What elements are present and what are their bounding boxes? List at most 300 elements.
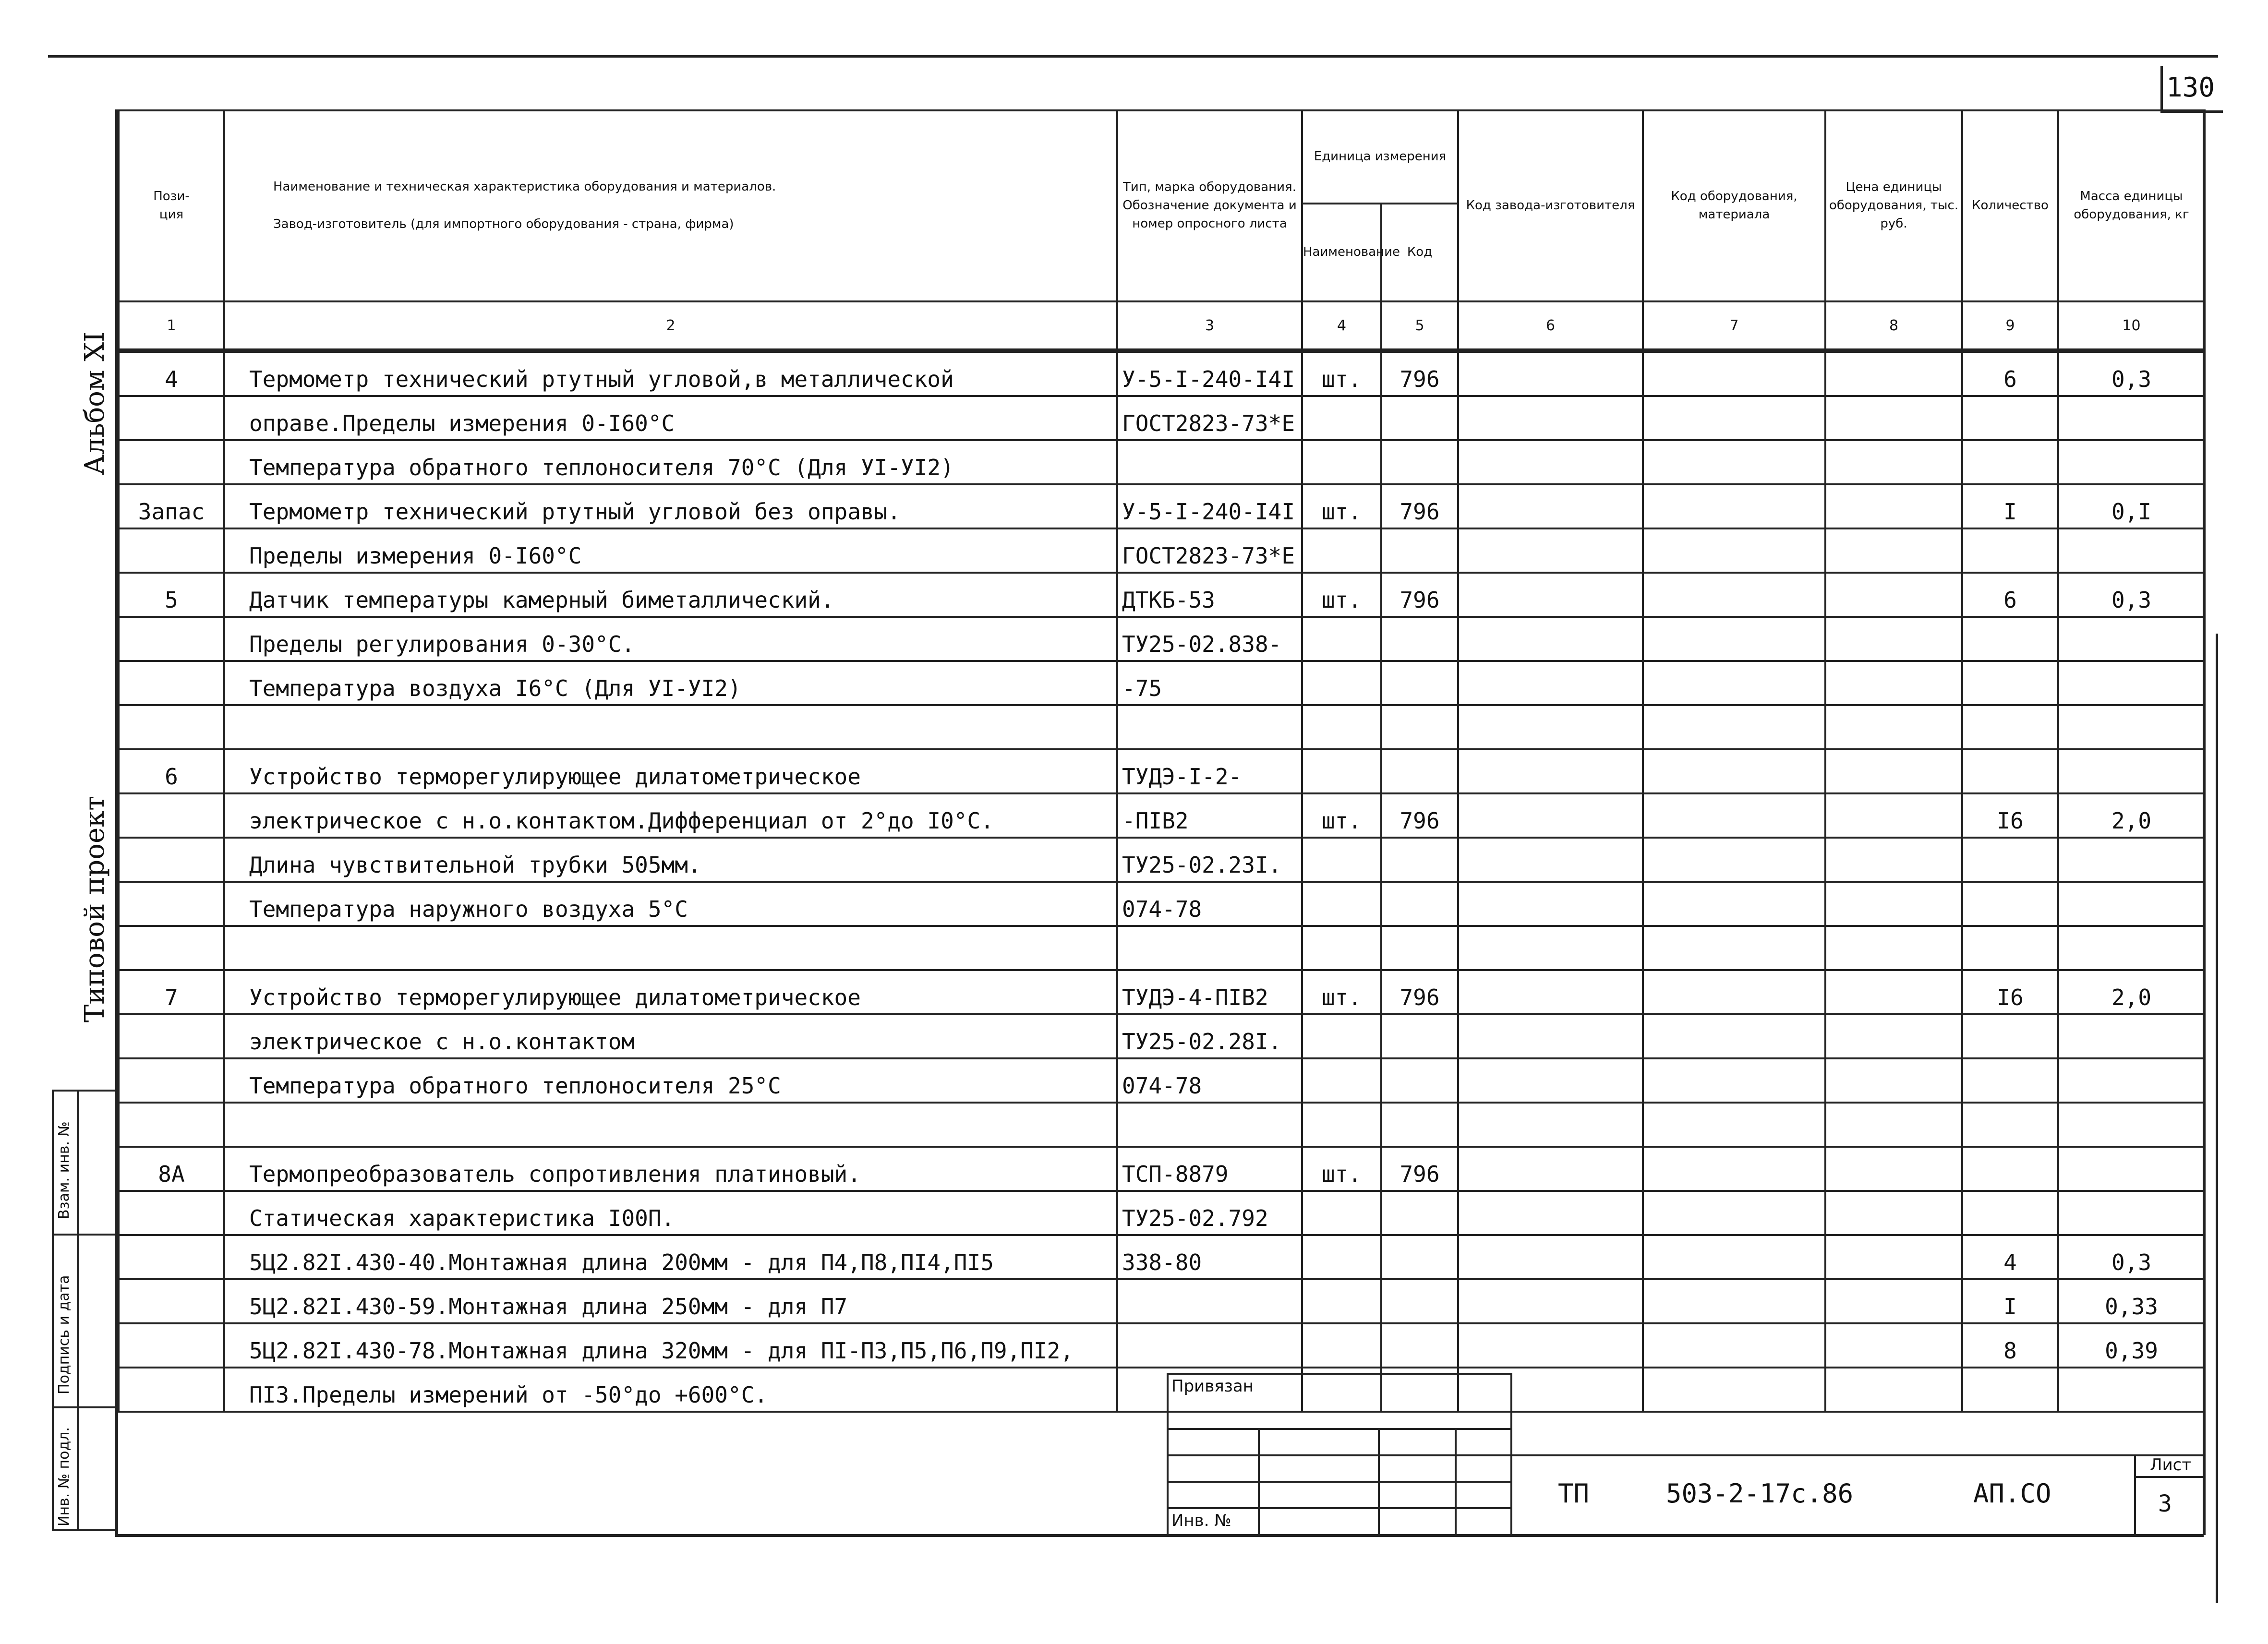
- row-equipment-code: [1643, 1279, 1825, 1323]
- row-name: ПI3.Пределы измерений от -50°до +600°С.: [224, 1368, 1117, 1412]
- table-row: [119, 1368, 2205, 1412]
- table-row: [119, 793, 2205, 838]
- row-quantity: [1962, 396, 2058, 440]
- column-numbers-row: [119, 301, 2205, 351]
- table-row: [119, 1279, 2205, 1323]
- row-unit-code: 796: [1381, 573, 1458, 617]
- row-maker-code: [1458, 882, 1643, 926]
- row-type: -75: [1117, 661, 1302, 705]
- row-position: [119, 617, 224, 661]
- row-type: [1117, 705, 1302, 749]
- stamp-divider-2: [52, 1406, 117, 1408]
- table-row: [119, 617, 2205, 661]
- row-position: [119, 1103, 224, 1147]
- col-header-type: Тип, марка оборудования. Обозначение документа и номер опросного листа: [1117, 110, 1302, 301]
- row-quantity: [1962, 882, 2058, 926]
- col-header-equipment-code: Код оборудования, материала: [1643, 110, 1825, 301]
- row-unit: [1302, 396, 1381, 440]
- row-position: [119, 1058, 224, 1103]
- row-unit-code: [1381, 1279, 1458, 1323]
- row-name: Пределы регулирования 0-30°С.: [224, 617, 1117, 661]
- row-name: Термометр технический ртутный угловой,в металлической: [224, 351, 1117, 396]
- row-name: Статическая характеристика I00П.: [224, 1191, 1117, 1235]
- row-name: Устройство терморегулирующее дилатометрическое: [224, 749, 1117, 793]
- row-position: [119, 1323, 224, 1368]
- row-mass: [2058, 1014, 2205, 1058]
- row-maker-code: [1458, 1279, 1643, 1323]
- stamp-signature-date: Подпись и дата: [56, 1275, 72, 1394]
- row-position: 6: [119, 749, 224, 793]
- row-mass: [2058, 705, 2205, 749]
- row-mass: [2058, 1058, 2205, 1103]
- row-type: ГОСТ2823-73*Е: [1117, 396, 1302, 440]
- row-unit-code: [1381, 1058, 1458, 1103]
- row-name: 5Ц2.82I.430-40.Монтажная длина 200мм - для П4,П8,ПI4,ПI5: [224, 1235, 1117, 1279]
- row-position: 5: [119, 573, 224, 617]
- row-unit: [1302, 705, 1381, 749]
- tb-vline: [1378, 1428, 1380, 1536]
- row-equipment-code: [1643, 1103, 1825, 1147]
- row-mass: [2058, 926, 2205, 970]
- row-maker-code: [1458, 396, 1643, 440]
- row-maker-code: [1458, 1147, 1643, 1191]
- col-header-price: Цена единицы оборудования, тыс. руб.: [1825, 110, 1962, 301]
- row-name: электрическое с н.о.контактом.Дифференциал от 2°до I0°С.: [224, 793, 1117, 838]
- row-equipment-code: [1643, 351, 1825, 396]
- row-type: ТУ25-02.792: [1117, 1191, 1302, 1235]
- row-price: [1825, 749, 1962, 793]
- row-type: ДТКБ-53: [1117, 573, 1302, 617]
- row-equipment-code: [1643, 440, 1825, 484]
- row-price: [1825, 351, 1962, 396]
- row-unit-code: 796: [1381, 970, 1458, 1014]
- row-name: [224, 1103, 1117, 1147]
- row-unit-code: [1381, 838, 1458, 882]
- row-mass: 2,0: [2058, 793, 2205, 838]
- row-unit-code: [1381, 528, 1458, 573]
- row-quantity: I: [1962, 1279, 2058, 1323]
- row-quantity: I6: [1962, 793, 2058, 838]
- row-unit: шт.: [1302, 970, 1381, 1014]
- col-number: 5: [1381, 301, 1458, 351]
- row-unit: [1302, 838, 1381, 882]
- tp-label: ТП: [1558, 1478, 1590, 1509]
- table-row: [119, 1323, 2205, 1368]
- stamp-inner-line: [77, 1090, 79, 1531]
- row-type: -ПIВ2: [1117, 793, 1302, 838]
- row-price: [1825, 1279, 1962, 1323]
- row-name: Температура обратного теплоносителя 25°С: [224, 1058, 1117, 1103]
- row-unit-code: [1381, 440, 1458, 484]
- row-mass: [2058, 1191, 2205, 1235]
- table-row: [119, 1058, 2205, 1103]
- row-maker-code: [1458, 838, 1643, 882]
- row-position: [119, 440, 224, 484]
- col-number: 6: [1458, 301, 1643, 351]
- row-name: 5Ц2.82I.430-78.Монтажная длина 320мм - для ПI-П3,П5,П6,П9,ПI2,: [224, 1323, 1117, 1368]
- row-position: [119, 1279, 224, 1323]
- row-unit-code: [1381, 617, 1458, 661]
- row-equipment-code: [1643, 1014, 1825, 1058]
- row-maker-code: [1458, 351, 1643, 396]
- row-equipment-code: [1643, 1147, 1825, 1191]
- row-position: [119, 882, 224, 926]
- col-header-name-line1: Наименование и техническая характеристика оборудования и материалов.: [273, 180, 776, 194]
- col-number: 2: [224, 301, 1117, 351]
- row-maker-code: [1458, 1323, 1643, 1368]
- row-unit-code: [1381, 1191, 1458, 1235]
- row-position: Запас: [119, 484, 224, 528]
- tb-sheet-line: [2134, 1476, 2204, 1478]
- table-row: [119, 351, 2205, 396]
- row-quantity: [1962, 1014, 2058, 1058]
- row-unit: [1302, 1191, 1381, 1235]
- row-unit: [1302, 1279, 1381, 1323]
- table-row: [119, 705, 2205, 749]
- row-equipment-code: [1643, 396, 1825, 440]
- row-maker-code: [1458, 1235, 1643, 1279]
- row-maker-code: [1458, 926, 1643, 970]
- row-equipment-code: [1643, 705, 1825, 749]
- table-row: [119, 484, 2205, 528]
- row-quantity: [1962, 1191, 2058, 1235]
- col-number: 10: [2058, 301, 2205, 351]
- row-mass: 2,0: [2058, 970, 2205, 1014]
- row-name: оправе.Пределы измерения 0-I60°С: [224, 396, 1117, 440]
- table-row: [119, 1147, 2205, 1191]
- row-mass: 0,3: [2058, 1235, 2205, 1279]
- row-mass: 0,I: [2058, 484, 2205, 528]
- row-type: [1117, 1323, 1302, 1368]
- table-row: [119, 661, 2205, 705]
- row-unit: [1302, 926, 1381, 970]
- row-equipment-code: [1643, 1323, 1825, 1368]
- col-header-unit-name: Наименование: [1302, 204, 1381, 301]
- row-equipment-code: [1643, 1058, 1825, 1103]
- row-equipment-code: [1643, 1235, 1825, 1279]
- row-price: [1825, 970, 1962, 1014]
- row-price: [1825, 1147, 1962, 1191]
- row-name: 5Ц2.82I.430-59.Монтажная длина 250мм - для П7: [224, 1279, 1117, 1323]
- col-header-quantity: Количество: [1962, 110, 2058, 301]
- col-number: 3: [1117, 301, 1302, 351]
- row-maker-code: [1458, 528, 1643, 573]
- row-name: Термопреобразователь сопротивления платиновый.: [224, 1147, 1117, 1191]
- row-quantity: [1962, 1368, 2058, 1412]
- tb-vline: [1258, 1428, 1260, 1536]
- row-quantity: [1962, 528, 2058, 573]
- row-mass: [2058, 396, 2205, 440]
- row-unit-code: [1381, 396, 1458, 440]
- tb-sheet-divider: [2134, 1454, 2136, 1534]
- col-header-unit-code: Код: [1381, 204, 1458, 301]
- row-unit-code: [1381, 705, 1458, 749]
- row-price: [1825, 793, 1962, 838]
- row-mass: [2058, 1368, 2205, 1412]
- row-maker-code: [1458, 705, 1643, 749]
- row-maker-code: [1458, 440, 1643, 484]
- row-type: ТУ25-02.838-: [1117, 617, 1302, 661]
- row-mass: 0,3: [2058, 573, 2205, 617]
- row-type: [1117, 1103, 1302, 1147]
- row-unit: шт.: [1302, 573, 1381, 617]
- row-price: [1825, 1368, 1962, 1412]
- row-name: [224, 705, 1117, 749]
- row-position: [119, 1235, 224, 1279]
- row-price: [1825, 396, 1962, 440]
- row-unit: [1302, 440, 1381, 484]
- col-header-unit-group: Единица измерения: [1302, 110, 1458, 204]
- table-row: [119, 440, 2205, 484]
- table-row: [119, 1191, 2205, 1235]
- col-number: 9: [1962, 301, 2058, 351]
- col-number: 1: [119, 301, 224, 351]
- table-row: [119, 1014, 2205, 1058]
- row-name: Температура воздуха I6°С (Для УI-УI2): [224, 661, 1117, 705]
- row-equipment-code: [1643, 970, 1825, 1014]
- row-unit: [1302, 882, 1381, 926]
- row-unit: [1302, 617, 1381, 661]
- col-number: 8: [1825, 301, 1962, 351]
- row-quantity: [1962, 1147, 2058, 1191]
- album-label: Альбом XI: [79, 331, 110, 475]
- row-mass: 0,39: [2058, 1323, 2205, 1368]
- row-maker-code: [1458, 970, 1643, 1014]
- top-border-line: [48, 55, 2218, 58]
- row-quantity: [1962, 440, 2058, 484]
- row-position: 4: [119, 351, 224, 396]
- project-label: Типовой проект: [79, 795, 110, 1022]
- table-row: [119, 1235, 2205, 1279]
- row-unit: шт.: [1302, 484, 1381, 528]
- row-quantity: [1962, 1058, 2058, 1103]
- row-position: [119, 1014, 224, 1058]
- row-mass: [2058, 440, 2205, 484]
- row-mass: [2058, 749, 2205, 793]
- row-quantity: I6: [1962, 970, 2058, 1014]
- sheet-label: Лист: [2150, 1455, 2192, 1475]
- row-position: [119, 1191, 224, 1235]
- row-equipment-code: [1643, 661, 1825, 705]
- row-unit: [1302, 1058, 1381, 1103]
- row-type: ТУ25-02.23I.: [1117, 838, 1302, 882]
- tb-line: [1167, 1428, 1512, 1430]
- row-mass: [2058, 528, 2205, 573]
- row-unit: [1302, 1103, 1381, 1147]
- row-type: [1117, 440, 1302, 484]
- row-maker-code: [1458, 661, 1643, 705]
- row-unit: [1302, 749, 1381, 793]
- tb-line: [1167, 1507, 1512, 1509]
- row-name: Термометр технический ртутный угловой без оправы.: [224, 484, 1117, 528]
- row-unit-code: 796: [1381, 793, 1458, 838]
- privyazan-label: Привязан: [1171, 1377, 1254, 1396]
- row-equipment-code: [1643, 882, 1825, 926]
- row-equipment-code: [1643, 573, 1825, 617]
- stamp-divider-1: [52, 1234, 117, 1236]
- row-unit: шт.: [1302, 1147, 1381, 1191]
- tb-line: [1167, 1481, 1512, 1483]
- inv-number-label: Инв. №: [1171, 1511, 1231, 1530]
- specification-rows: [119, 351, 2205, 1412]
- row-unit-code: [1381, 1103, 1458, 1147]
- row-maker-code: [1458, 749, 1643, 793]
- row-position: [119, 838, 224, 882]
- row-position: [119, 926, 224, 970]
- row-price: [1825, 573, 1962, 617]
- row-name: Датчик температуры камерный биметаллический.: [224, 573, 1117, 617]
- row-price: [1825, 1014, 1962, 1058]
- row-unit-code: [1381, 1235, 1458, 1279]
- col-header-name-line2: Завод-изготовитель (для импортного оборудования - страна, фирма): [273, 217, 734, 231]
- row-equipment-code: [1643, 749, 1825, 793]
- row-unit: [1302, 661, 1381, 705]
- row-unit-code: 796: [1381, 1147, 1458, 1191]
- row-type: [1117, 1279, 1302, 1323]
- row-mass: [2058, 882, 2205, 926]
- row-position: 8А: [119, 1147, 224, 1191]
- row-quantity: [1962, 838, 2058, 882]
- table-row: [119, 573, 2205, 617]
- row-price: [1825, 1058, 1962, 1103]
- row-unit-code: [1381, 661, 1458, 705]
- row-mass: 0,33: [2058, 1279, 2205, 1323]
- col-header-position: Пози- ция: [119, 110, 224, 301]
- row-position: [119, 1368, 224, 1412]
- stamp-inv-original: Инв. № подл.: [56, 1427, 72, 1526]
- row-price: [1825, 528, 1962, 573]
- row-maker-code: [1458, 484, 1643, 528]
- row-mass: [2058, 617, 2205, 661]
- row-type: ТУДЭ-I-2-: [1117, 749, 1302, 793]
- corner-sheet-number: 130: [2166, 72, 2215, 103]
- row-unit-code: 796: [1381, 484, 1458, 528]
- row-quantity: 8: [1962, 1323, 2058, 1368]
- row-position: [119, 793, 224, 838]
- col-header-name: [224, 110, 1117, 301]
- row-type: ТУДЭ-4-ПIВ2: [1117, 970, 1302, 1014]
- row-name: Температура наружного воздуха 5°С: [224, 882, 1117, 926]
- table-row: [119, 970, 2205, 1014]
- row-type: 338-80: [1117, 1235, 1302, 1279]
- row-equipment-code: [1643, 926, 1825, 970]
- row-quantity: I: [1962, 484, 2058, 528]
- row-maker-code: [1458, 1103, 1643, 1147]
- right-edge-line: [2216, 634, 2218, 1603]
- row-price: [1825, 926, 1962, 970]
- row-mass: 0,3: [2058, 351, 2205, 396]
- row-unit-code: 796: [1381, 351, 1458, 396]
- row-equipment-code: [1643, 528, 1825, 573]
- specification-table: [118, 109, 2206, 1413]
- document-number: 503-2-17с.86: [1666, 1478, 1854, 1509]
- row-mass: [2058, 1147, 2205, 1191]
- row-equipment-code: [1643, 793, 1825, 838]
- row-unit-code: [1381, 749, 1458, 793]
- row-type: ГОСТ2823-73*Е: [1117, 528, 1302, 573]
- row-type: 074-78: [1117, 1058, 1302, 1103]
- table-row: [119, 396, 2205, 440]
- row-name: [224, 926, 1117, 970]
- table-row: [119, 749, 2205, 793]
- row-name: Пределы измерения 0-I60°С: [224, 528, 1117, 573]
- row-position: [119, 528, 224, 573]
- row-price: [1825, 882, 1962, 926]
- row-unit-code: [1381, 1323, 1458, 1368]
- row-maker-code: [1458, 617, 1643, 661]
- tb-line: [1167, 1454, 1512, 1456]
- row-name: Температура обратного теплоносителя 70°С (Для УI-УI2): [224, 440, 1117, 484]
- row-quantity: [1962, 705, 2058, 749]
- row-position: [119, 661, 224, 705]
- table-row: [119, 926, 2205, 970]
- row-quantity: [1962, 1103, 2058, 1147]
- row-unit-code: [1381, 1014, 1458, 1058]
- row-unit-code: [1381, 926, 1458, 970]
- row-quantity: [1962, 661, 2058, 705]
- row-mass: [2058, 661, 2205, 705]
- row-equipment-code: [1643, 1368, 1825, 1412]
- row-type: ТСП-8879: [1117, 1147, 1302, 1191]
- row-unit: [1302, 1014, 1381, 1058]
- row-maker-code: [1458, 793, 1643, 838]
- row-name: Устройство терморегулирующее дилатометрическое: [224, 970, 1117, 1014]
- row-position: [119, 396, 224, 440]
- row-unit: [1302, 528, 1381, 573]
- row-type: [1117, 926, 1302, 970]
- row-quantity: 4: [1962, 1235, 2058, 1279]
- row-equipment-code: [1643, 617, 1825, 661]
- table-row: [119, 528, 2205, 573]
- row-equipment-code: [1643, 838, 1825, 882]
- row-price: [1825, 838, 1962, 882]
- col-number: 7: [1643, 301, 1825, 351]
- tb-vline: [1455, 1428, 1457, 1536]
- row-maker-code: [1458, 1191, 1643, 1235]
- row-quantity: 6: [1962, 351, 2058, 396]
- row-unit: [1302, 1323, 1381, 1368]
- row-name: Длина чувствительной трубки 505мм.: [224, 838, 1117, 882]
- tb-main-top: [1512, 1454, 2204, 1456]
- row-name: электрическое с н.о.контактом: [224, 1014, 1117, 1058]
- document-mark: АП.СО: [1973, 1478, 2051, 1509]
- table-row: [119, 882, 2205, 926]
- row-price: [1825, 617, 1962, 661]
- row-price: [1825, 1103, 1962, 1147]
- row-position: [119, 705, 224, 749]
- frame-bottom: [115, 1534, 2204, 1537]
- row-unit: шт.: [1302, 793, 1381, 838]
- row-price: [1825, 440, 1962, 484]
- row-position: 7: [119, 970, 224, 1014]
- row-price: [1825, 1191, 1962, 1235]
- row-type: ТУ25-02.28I.: [1117, 1014, 1302, 1058]
- row-price: [1825, 1323, 1962, 1368]
- row-mass: [2058, 1103, 2205, 1147]
- col-header-mass: Масса единицы оборудования, кг: [2058, 110, 2205, 301]
- stamp-replace-inv: Взам. инв. №: [56, 1121, 72, 1219]
- row-quantity: [1962, 749, 2058, 793]
- row-unit: [1302, 1235, 1381, 1279]
- table-row: [119, 1103, 2205, 1147]
- row-equipment-code: [1643, 484, 1825, 528]
- row-type: У-5-I-240-I4I: [1117, 484, 1302, 528]
- row-maker-code: [1458, 1014, 1643, 1058]
- row-price: [1825, 661, 1962, 705]
- row-quantity: [1962, 926, 2058, 970]
- row-price: [1825, 705, 1962, 749]
- table-row: [119, 838, 2205, 882]
